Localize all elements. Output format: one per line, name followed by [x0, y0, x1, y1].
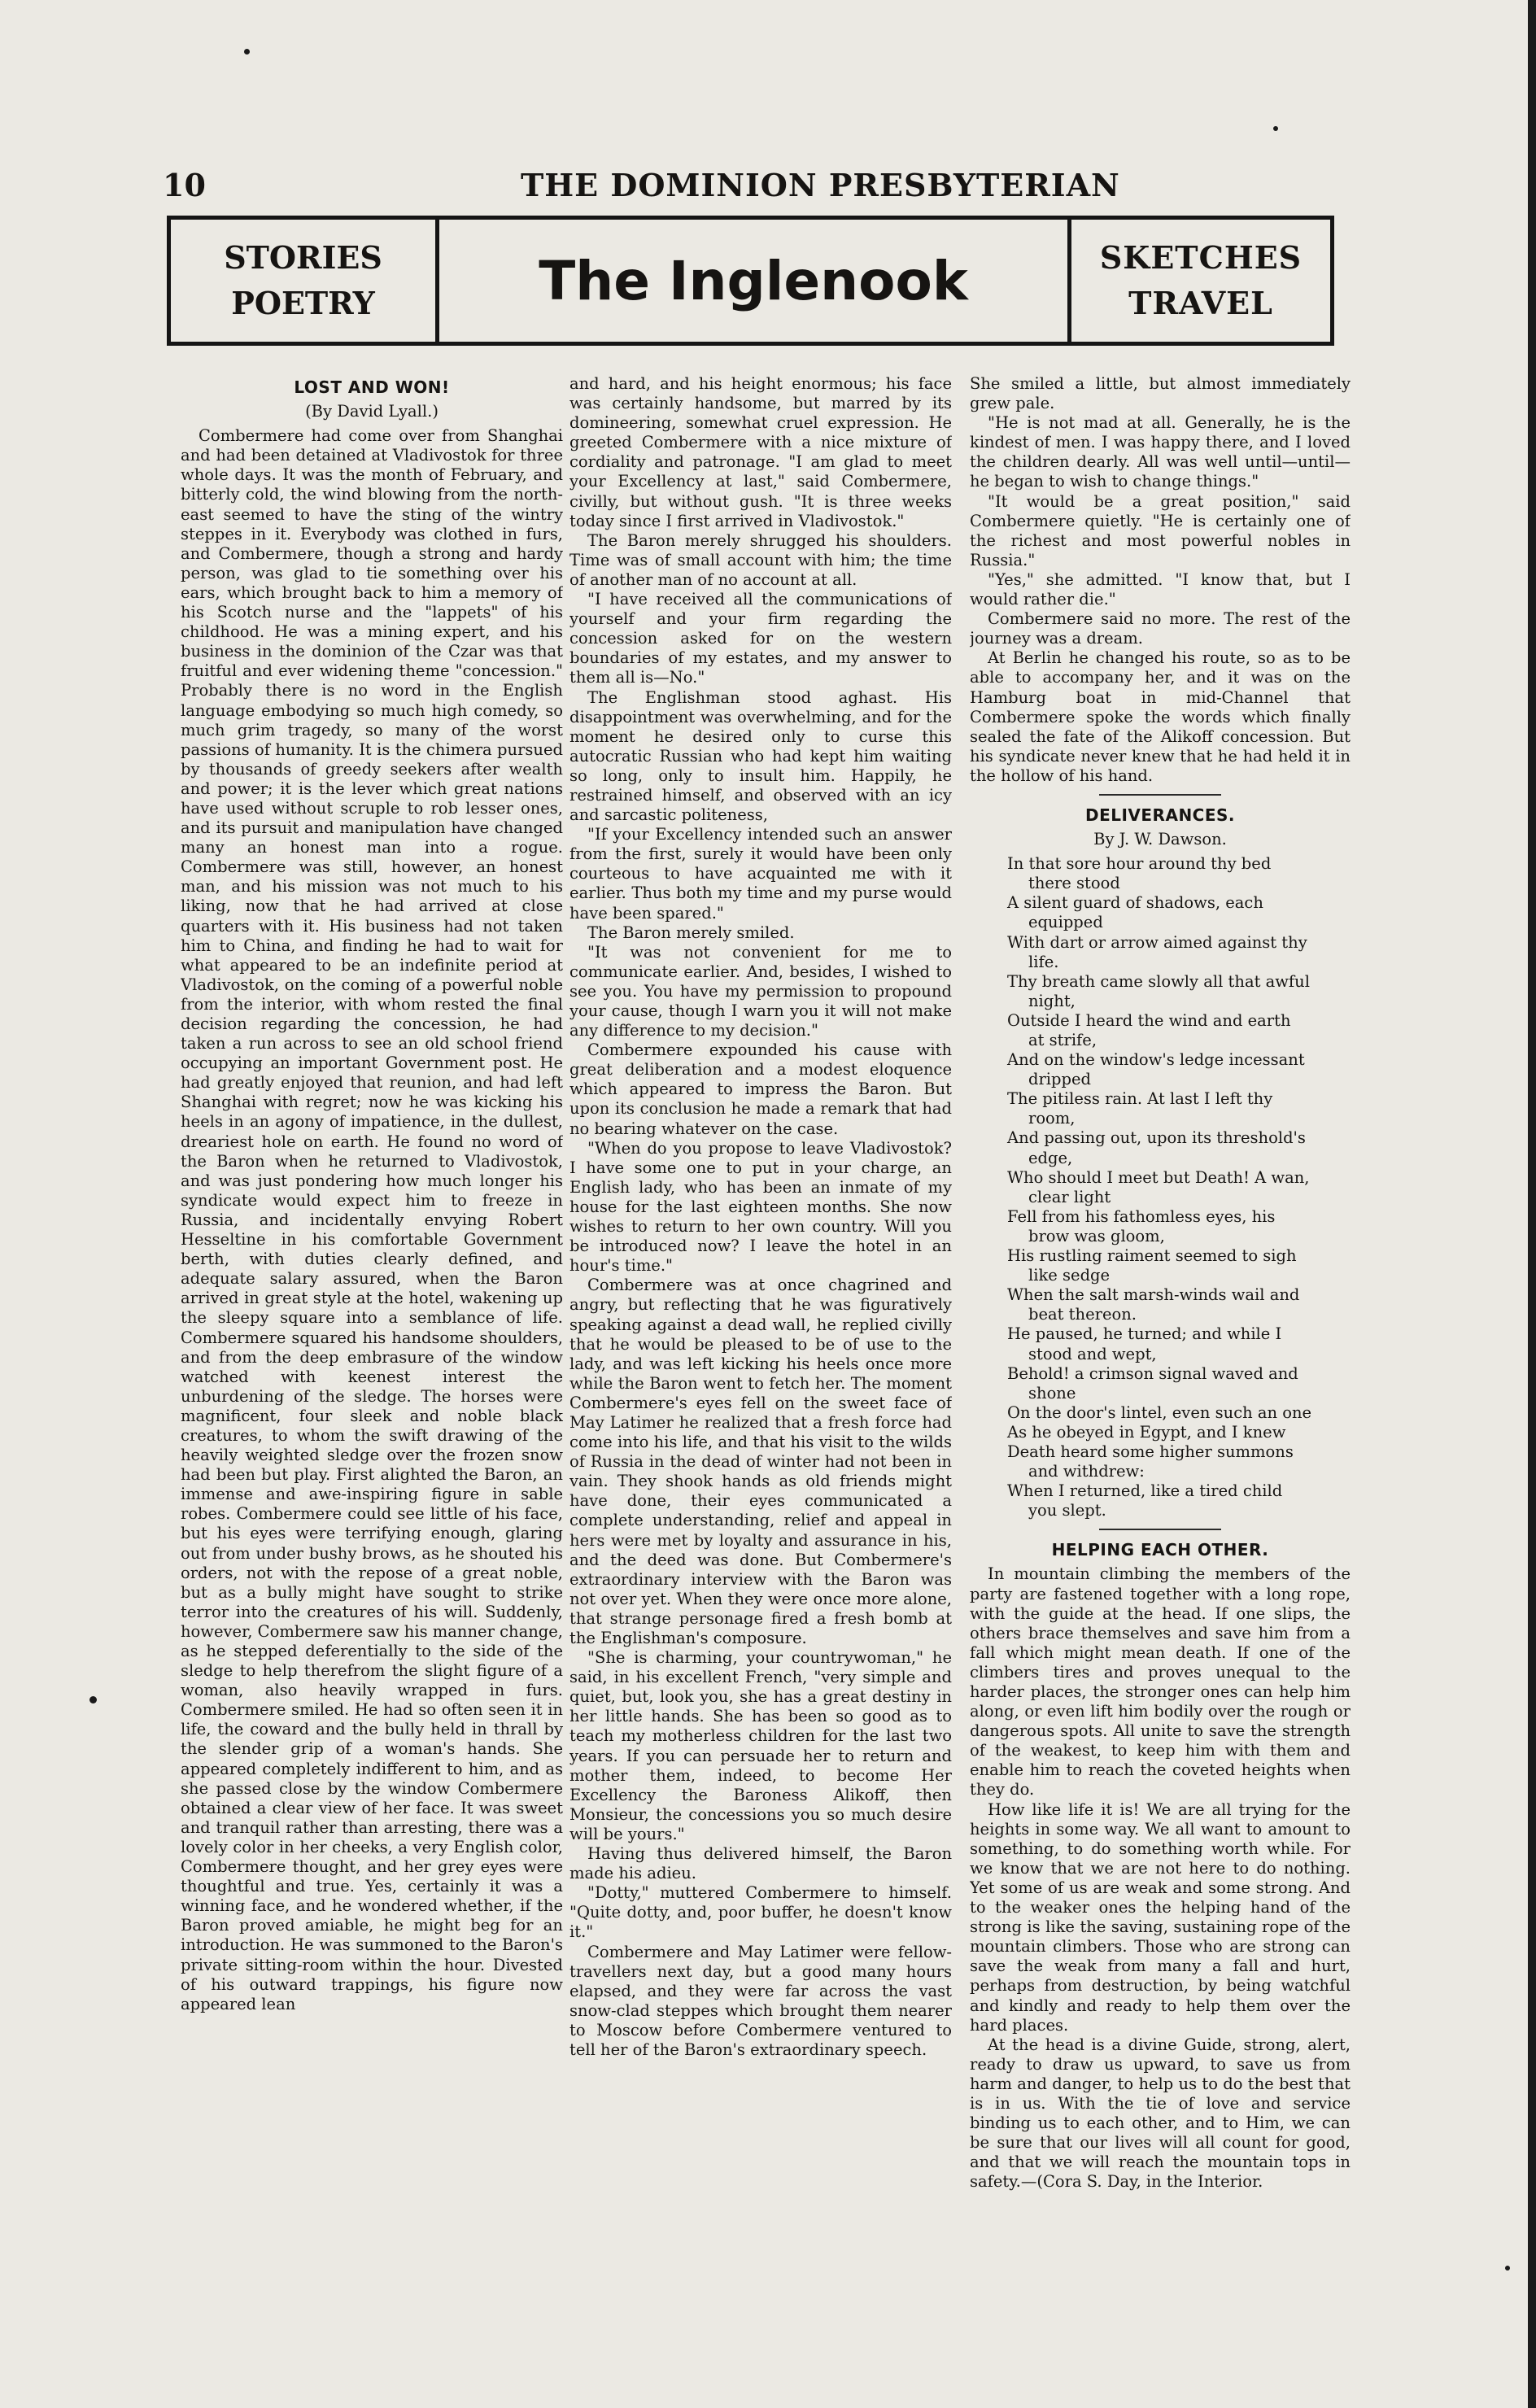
paragraph: The Baron merely shrugged his shoulders. Time was of small account with him; the time of another man of no account at all. — [569, 530, 952, 589]
poem-line — [970, 1285, 1351, 1324]
poem-line-text: When the salt marsh-winds wail and — [1007, 1285, 1300, 1305]
poem-line-continuation: edge, — [1028, 1148, 1073, 1167]
section-banner — [167, 216, 1334, 346]
poem-line — [970, 893, 1351, 932]
paragraph: "She is charming, your countrywoman," he said, in his excellent French, "very simple and quiet, but, look you, she has a great destiny in her little hands. She has been so good as to teach my motherless children for the last two years. If you can persuade her to return and mother them, indeed, to become Her Excellency the Baroness Alikoff, then Monsieur, the concessions you so much desire will be yours." — [569, 1648, 952, 1843]
paragraph: Having thus delivered himself, the Baron made his adieu. — [569, 1844, 952, 1883]
paragraph: "When do you propose to leave Vladivostok? I have some one to put in your charge, an English lady, who has been an inmate of my house for the last eighteen months. She now wishes to return to her own country. Will you be introduced now? I leave the hotel in an hour's time." — [569, 1138, 952, 1276]
poem-line — [970, 933, 1351, 972]
page-header — [163, 167, 1338, 207]
story-col2-body — [569, 374, 952, 2060]
column-3 — [970, 374, 1351, 2359]
poem-line-text: He paused, he turned; and while I — [1007, 1324, 1282, 1344]
poem-line-text: His rustling raiment seemed to sigh — [1007, 1246, 1297, 1266]
poem-line-continuation: at strife, — [1028, 1031, 1097, 1049]
banner-label-travel: TRAVEL — [1128, 285, 1273, 321]
poem-line-continuation: brow was gloom, — [1028, 1226, 1165, 1245]
paragraph: The Englishman stood aghast. His disappointment was overwhelming, and for the moment he desired only to curse this autocratic Russian who had kept him waiting so long, only to insult him. Happily, he restrained himself, and observed with an icy and sarcastic politeness, — [569, 687, 952, 825]
poem-title: DELIVERANCES. — [1084, 805, 1236, 825]
banner-left-box — [171, 220, 439, 342]
poem-line-text: Who should I meet but Death! A wan, — [1007, 1167, 1310, 1187]
paragraph: The Baron merely smiled. — [587, 923, 795, 942]
poem-line — [970, 1168, 1351, 1207]
paragraph: Combermere was at once chagrined and angry, but reflecting that he was figuratively speaking against a dead wall, he replied civilly that he would be pleased to be of use to the lady, and was left kicking his heels once more while the Baron went to fetch her. The moment Combermere's eyes fell on the sweet face of May Latimer he realized that a fresh force had come into his life, and that his visit to the wilds of Russia in the dead of winter had not been in vain. They shook hands as old friends might have done, their eyes communicated a complete understanding, relief and appeal in hers were met by loyalty and assurance in his, and the deed was done. But Combermere's extraordinary interview with the Baron was not over yet. When they were once more alone, that strange personage fired a fresh bomb at the Englishman's composure. — [569, 1276, 952, 1647]
poem-line-continuation: like sedge — [1028, 1266, 1111, 1285]
poem-line — [970, 854, 1351, 893]
banner-label-poetry: POETRY — [231, 285, 375, 321]
banner-label-stories: STORIES — [224, 239, 382, 276]
poem-line-text: Outside I heard the wind and earth — [1007, 1010, 1291, 1030]
article-title: HELPING EACH OTHER. — [1051, 1540, 1269, 1560]
paragraph: Combermere said no more. The rest of the journey was a dream. — [970, 609, 1351, 648]
paragraph: "Dotty," muttered Combermere to himself. "Quite dotty, and, poor buffer, he doesn't know it." — [569, 1883, 952, 1942]
poem-line — [970, 1011, 1351, 1050]
poem-line-text: Death heard some higher summons — [1007, 1442, 1294, 1461]
ink-speck — [1273, 126, 1278, 131]
paragraph: She smiled a little, but almost immediately grew pale. — [970, 374, 1351, 413]
ink-speck — [89, 1696, 97, 1703]
poem-line-continuation: life. — [1028, 952, 1059, 971]
paragraph: Combermere had come over from Shanghai and had been detained at Vladivostok for three whole days. It was the month of February, and bitterly cold, the wind blowing from the north-east seemed to have the sting of the wintry steppes in it. Everybody was clothed in furs, and Combermere, though a strong and hardy person, was glad to tie something over his ears, which brought back to him a memory of his Scotch nurse and the "lappets" of his childhood. He was a mining expert, and his business in the dominion of the Czar was that fruitful and ever widening theme "concession." Probably there is no word in the English language embodying so much high comedy, so much grim tragedy, so many of the worst passions of humanity. It is the chimera pursued by thousands of greedy seekers after wealth and power; it is the lever which great nations have used without scruple to rob lesser ones, and its pursuit and manipulation have changed many an honest man into a rogue. Combermere was still, however, an honest man, and his mission was not much to his liking, now that he had arrived at close quarters with it. His business had not taken him to China, and finding he had to wait for what appeared to be an indefinite period at Vladivostok, on the coming of a powerful noble from the interior, with whom rested the final decision regarding the concession, he had taken a run across to see an old school friend occupying an important Government post. He had greatly enjoyed that reunion, and had left Shanghai with regret; now he was kicking his heels in an agony of impatience, in the dullest, dreariest hole on earth. He found no word of the Baron when he returned to Vladivostok, and was just pondering how much longer his syndicate would expect him to freeze in Russia, and incidentally envying Robert Hesseltine in his comfortable Government berth, with duties clearly defined, and adequate salary assured, when the Baron arrived in great style at the hotel, wakening up the sleepy square into a semblance of life. Combermere squared his handsome shoulders, and from the deep embrasure of the window watched with keenest interest the unburdening of the sledge. The horses were magnificent, four sleek and noble black creatures, to whom the swift drawing of the heavily weighted sledge over the frozen snow had been but play. First alighted the Baron, an immense and awe-inspiring figure in sable robes. Combermere could see little of his face, but his eyes were terrifying enough, glaring out from under bushy brows, as he shouted his orders, not with the repose of a great noble, but as a bully might have sought to strike terror into the creatures of his will. Suddenly, however, Combermere saw his manner change, as he stepped deferentially to the side of the sledge to help therefrom the slight figure of a woman, also heavily wrapped in furs. Combermere smiled. He had so often seen it in life, the coward and the bully held in thrall by the slender grip of a woman's hands. She appeared completely indifferent to him, and as she passed close by the window Combermere obtained a clear view of her face. It was sweet and tranquil rather than arresting, there was a lovely color in her cheeks, a very English color, Combermere thought, and her grey eyes were thoughtful and true. Yes, certainly it was a winning face, and he wondered whether, if the Baron proved amiable, he might beg for an introduction. He was summoned to the Baron's private sitting-room within the hour. Divested of his outward trappings, his figure now appeared lean — [181, 426, 563, 2013]
paragraph: How like life it is! We are all trying for the heights in some way. We all want to amount to something, to do something worth while. For we know that we are not here to do nothing. Yet some of us are weak and some strong. And to the weaker ones the helping hand of the strong is like the saving, sustaining rope of the mountain climbers. Those who are strong can save the weak from many a fall and hurt, perhaps from destruction, by being watchful and kindly and ready to help them over the hard places. — [970, 1799, 1351, 2035]
poem-line-text: On the door's lintel, even such an one — [1007, 1402, 1312, 1422]
poem-line — [970, 1207, 1351, 1246]
poem-line-text: A silent guard of shadows, each — [1007, 893, 1263, 913]
poem-line — [970, 972, 1351, 1011]
poem-line-continuation: beat thereon. — [1028, 1305, 1137, 1324]
column-2 — [569, 374, 952, 2359]
story-col3-body — [970, 374, 1351, 786]
poem-line — [970, 1423, 1351, 1442]
poem-line-continuation: dripped — [1028, 1070, 1092, 1089]
ink-speck — [244, 49, 250, 55]
poem-line — [970, 1246, 1351, 1285]
publication-title: THE DOMINION PRESBYTERIAN — [521, 167, 1120, 203]
poem-line-text: Thy breath came slowly all that awful — [1007, 971, 1310, 991]
poem-line-continuation: equipped — [1028, 913, 1103, 932]
poem-line-continuation: clear light — [1028, 1187, 1111, 1206]
poem-byline: By J. W. Dawson. — [1093, 830, 1227, 849]
poem-line — [970, 1324, 1351, 1363]
poem-line — [970, 1481, 1351, 1520]
banner-title: The Inglenook — [539, 249, 968, 312]
divider — [1099, 1529, 1221, 1530]
poem-line — [970, 1364, 1351, 1403]
poem-line — [970, 1403, 1351, 1423]
page-number: 10 — [163, 167, 206, 203]
paragraph: At the head is a divine Guide, strong, alert, ready to draw us upward, to save us from harm and danger, to help us to do the best that is in us. With the tie of love and service binding us to each other, and to Him, we can be sure that our lives will all count for good, and that we will reach the mountain tops in safety.—(Cora S. Day, in the Interior. — [970, 2035, 1351, 2192]
poem-body — [970, 854, 1351, 1520]
poem-line — [970, 1442, 1351, 1481]
poem-line-text: In that sore hour around thy bed — [1007, 854, 1272, 874]
poem-line-text: The pitiless rain. At last I left thy — [1007, 1089, 1273, 1109]
poem-line-text: And on the window's ledge incessant — [1007, 1050, 1305, 1070]
banner-right-box — [1067, 220, 1330, 342]
ink-speck — [1505, 2266, 1510, 2271]
poem-line-continuation: stood and wept, — [1028, 1344, 1157, 1363]
poem-line — [970, 1128, 1351, 1167]
article-body — [970, 1564, 1351, 2192]
paragraph: Combermere and May Latimer were fellow-travellers next day, but a good many hours elapsed, and they were far across the vast snow-clad steppes which brought them nearer to Moscow before Combermere ventured to tell her of the Baron's extraordinary speech. — [569, 1942, 952, 2059]
paragraph: Combermere expounded his cause with great deliberation and a modest eloquence which appeared to impress the Baron. But upon its conclusion he made a remark that had no bearing whatever on the case. — [569, 1040, 952, 1138]
paragraph: In mountain climbing the members of the party are fastened together with a long rope, with the guide at the head. If one slips, the others brace themselves and save him from a fall which might mean death. If one of the climbers tires and proves unequal to the harder places, the stronger ones can help him along, or even lift him bodily over the rough or dangerous spots. All unite to save the strength of the weakest, to keep him with them and enable him to reach the coveted heights when they do. — [970, 1564, 1351, 1799]
story-title: LOST AND WON! — [294, 377, 450, 397]
paragraph: "If your Excellency intended such an answer from the first, surely it would have been only courteous to have acquainted me with it earlier. Thus both my time and my purse would have been spared." — [569, 825, 952, 923]
poem-line-text: And passing out, upon its threshold's — [1007, 1128, 1306, 1148]
poem-line — [970, 1089, 1351, 1128]
divider — [1099, 794, 1221, 796]
poem-line-continuation: shone — [1028, 1383, 1076, 1402]
story-col1-body — [181, 426, 563, 2014]
banner-label-sketches: SKETCHES — [1099, 239, 1303, 276]
paragraph: "Yes," she admitted. "I know that, but I would rather die." — [970, 569, 1351, 609]
story-byline: (By David Lyall.) — [305, 402, 439, 421]
poem-line-continuation: you slept. — [1028, 1501, 1106, 1520]
poem-line-continuation: there stood — [1028, 874, 1120, 893]
scan-edge — [1528, 0, 1536, 2408]
paragraph: "I have received all the communications of yourself and your firm regarding the concession asked for on the western boundaries of my estates, and my answer to them all is—No." — [569, 590, 952, 687]
poem-line-continuation: night, — [1028, 991, 1076, 1010]
poem-line-text: As he obeyed in Egypt, and I knew — [1007, 1422, 1286, 1442]
poem-line-continuation: and withdrew: — [1028, 1462, 1145, 1481]
paragraph: "It would be a great position," said Combermere quietly. "He is certainly one of the richest and most powerful nobles in Russia." — [970, 491, 1351, 569]
paragraph: At Berlin he changed his route, so as to be able to accompany her, and it was on the Hamburg boat in mid-Channel that Combermere spoke the words which finally sealed the fate of the Alikoff concession. But his syndicate never knew that he had held it in the hollow of his hand. — [970, 648, 1351, 785]
poem-line — [970, 1050, 1351, 1089]
poem-line-text: Fell from his fathomless eyes, his — [1007, 1206, 1276, 1226]
poem-line-text: When I returned, like a tired child — [1007, 1481, 1283, 1501]
poem-line-text: Behold! a crimson signal waved and — [1007, 1363, 1298, 1383]
paragraph: "It was not convenient for me to communicate earlier. And, besides, I wished to see you. You have my permission to propound your cause, though I warn you it will not make any difference to my decision." — [569, 942, 952, 1040]
paragraph: "He is not mad at all. Generally, he is the kindest of men. I was happy there, and I loved the children dearly. All was well until—until—he began to wish to change things." — [970, 413, 1351, 491]
poem-line-text: With dart or arrow aimed against thy — [1007, 932, 1307, 952]
paragraph: and hard, and his height enormous; his face was certainly handsome, but marred by its domineering, somewhat cruel expression. He greeted Combermere with a nice mixture of cordiality and patronage. "I am glad to meet your Excellency at last," said Combermere, civilly, but without gush. "It is three weeks today since I first arrived in Vladivostok." — [569, 374, 952, 530]
poem-line-continuation: room, — [1028, 1109, 1076, 1128]
column-1 — [181, 374, 563, 2359]
